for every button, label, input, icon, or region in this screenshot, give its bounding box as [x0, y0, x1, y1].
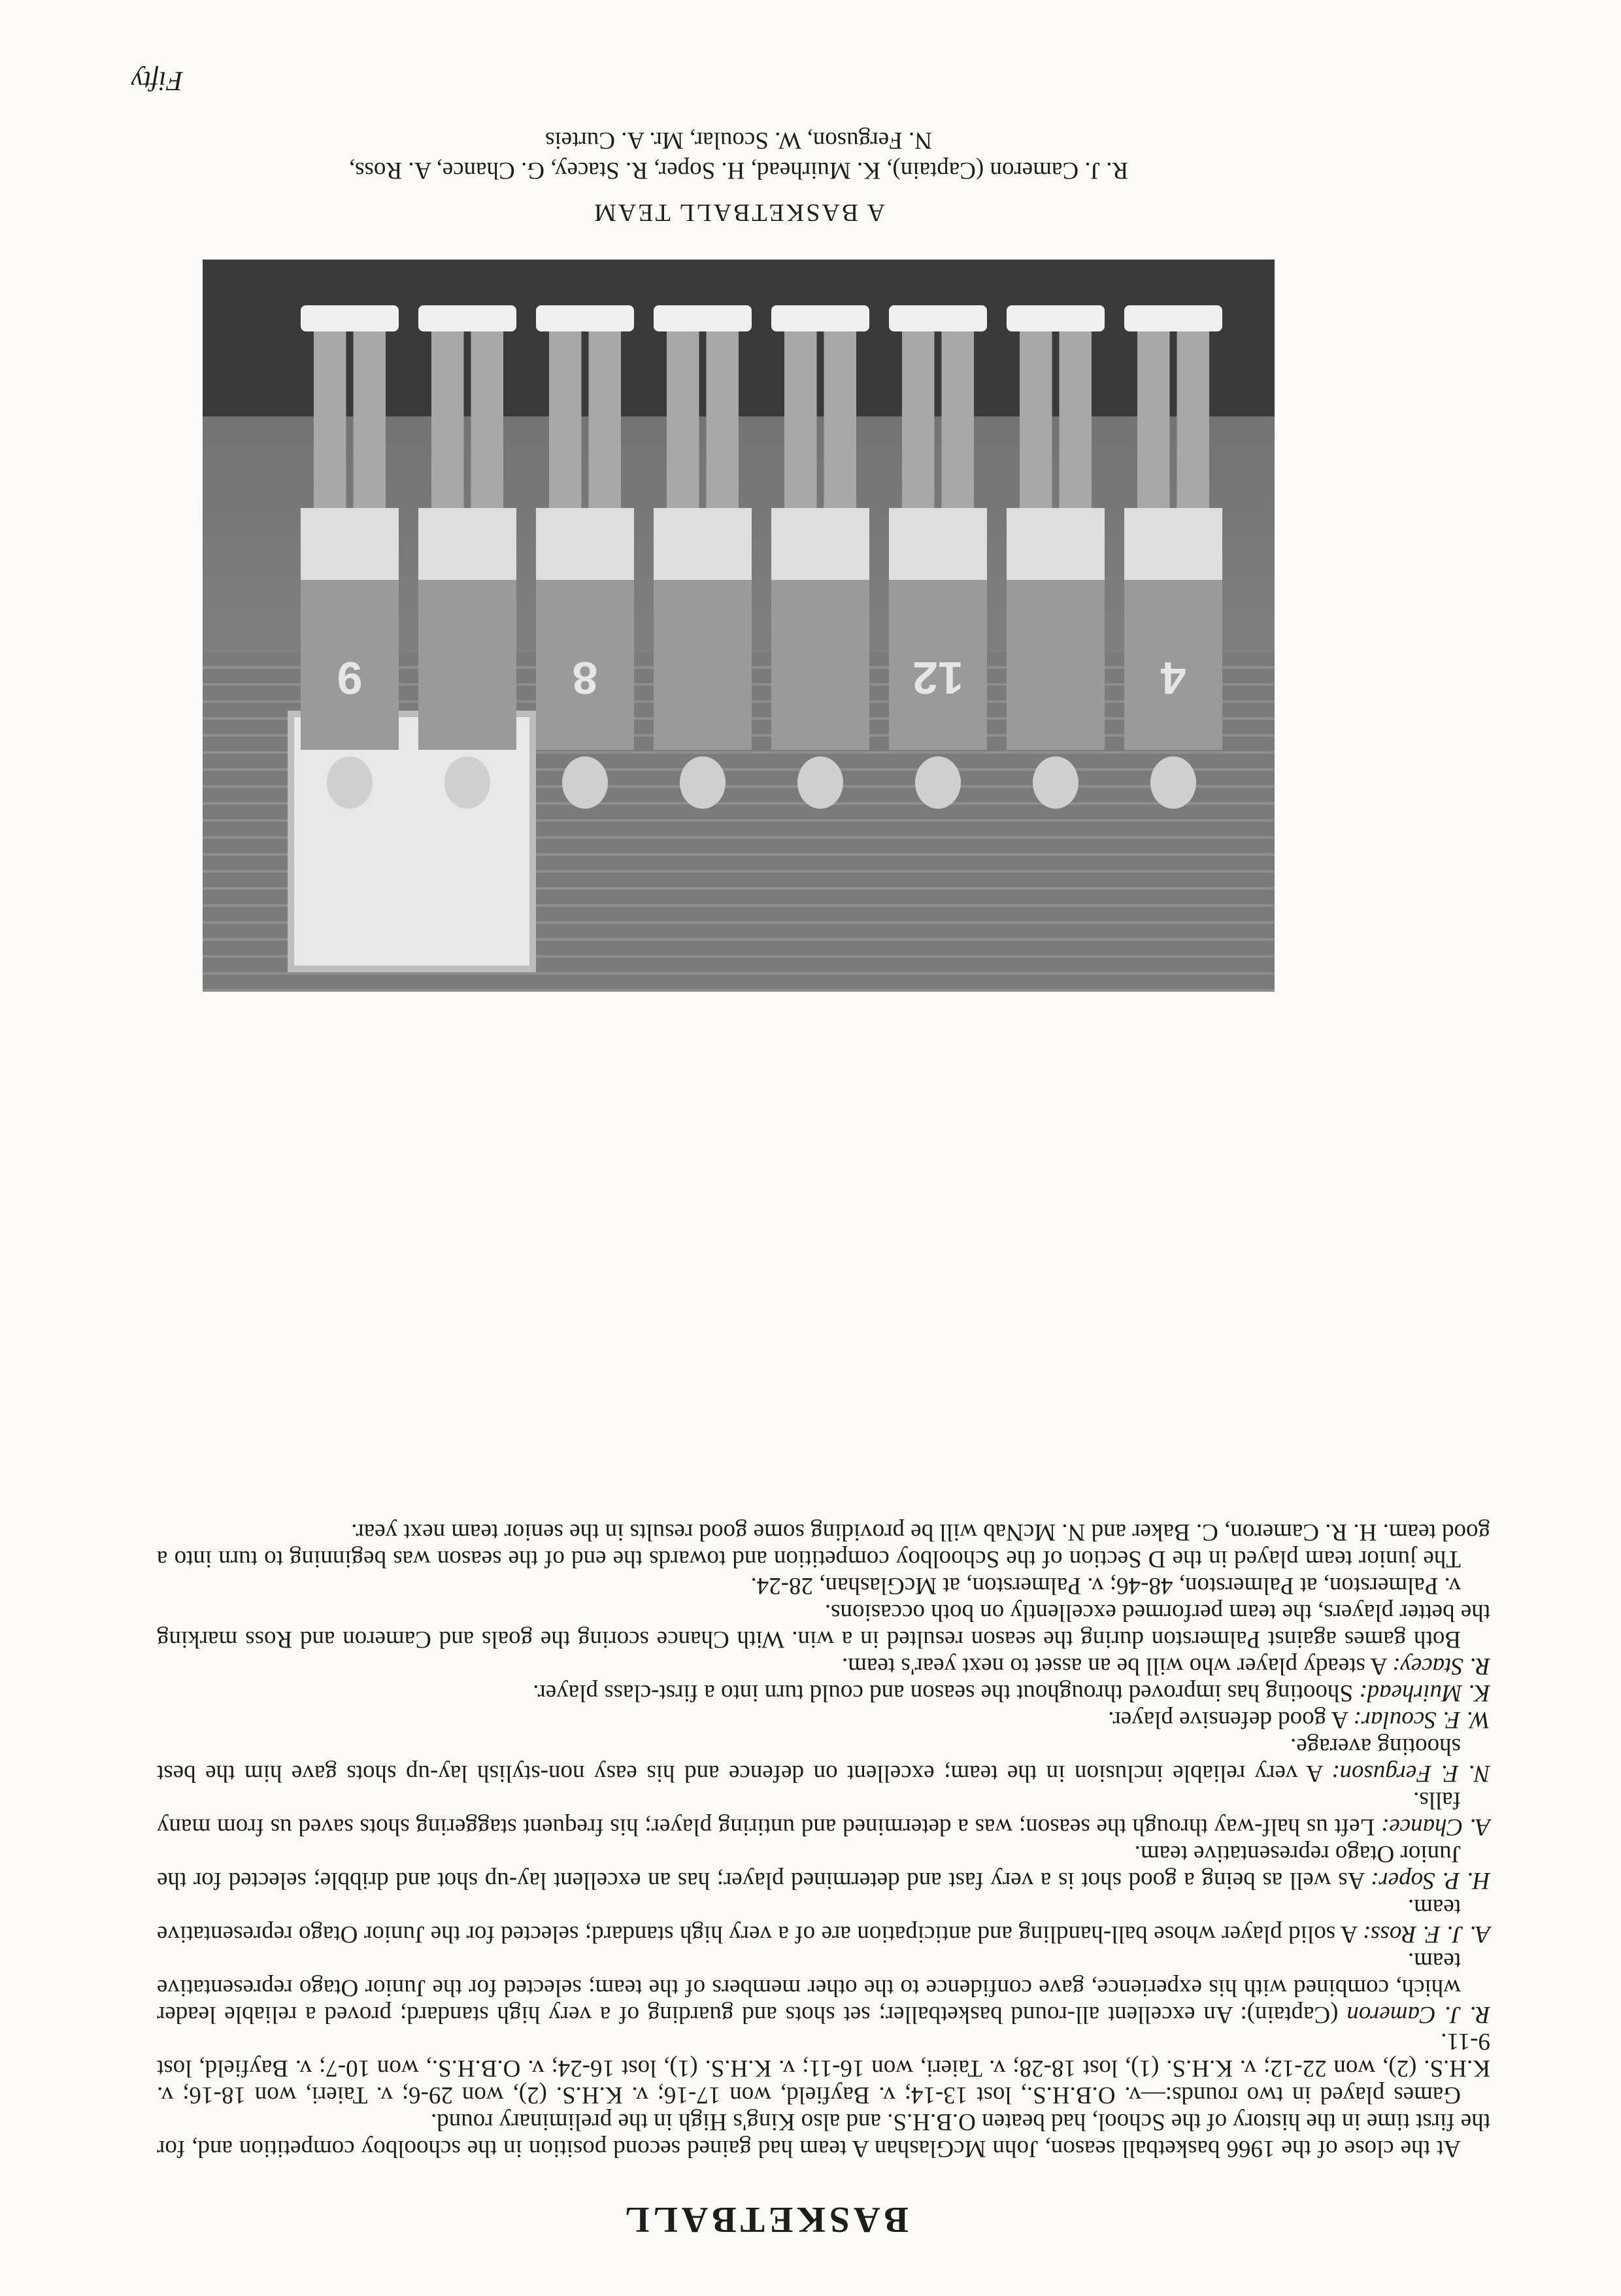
photo-caption-title: A BASKETBALL TEAM — [592, 199, 885, 226]
palmerston-results: v. Palmerston, at Palmerston, 48-46; v. Palmerston, at McGlashan, 28-24. — [750, 1572, 1461, 1599]
player-name: A. Chance: — [1380, 1814, 1490, 1840]
player-note-scoular — [157, 1706, 1490, 1733]
player-note-stacey — [157, 1653, 1490, 1680]
player-note-text: A steady player who will be an asset to next year's team. — [841, 1653, 1393, 1680]
player-note-text: Shooting has improved throughout the season and could turn into a first-class player. — [533, 1680, 1360, 1706]
jersey-number: 9 — [337, 652, 363, 703]
player-name: K. Muirhead: — [1359, 1680, 1490, 1706]
player-name: A. J. F. Ross: — [1362, 1921, 1490, 1948]
player-note-text: A good defensive player. — [1108, 1706, 1354, 1733]
player-figure — [654, 305, 752, 809]
photo-caption-names: R. J. Cameron (Captain), K. Muirhead, H. Soper, R. Stacey, G. Chance, A. Ross, — [348, 157, 1129, 184]
page-number: Fifty — [131, 65, 183, 95]
team-photo — [203, 260, 1275, 992]
player-figure — [889, 305, 987, 809]
player-figure — [301, 305, 399, 809]
player-note-text: A solid player whose ball-handling and anticipation are of a very high standard; selected for the Junior Otago representative team. — [156, 1894, 1461, 1948]
palmerston-paragraph: Both games against Palmerston during the season resulted in a win. With Chance scoring the goals and Cameron and Ross marking the better players, the team performed excellently on both occasions. — [157, 1599, 1490, 1653]
jersey-number: 8 — [572, 652, 598, 703]
photo-caption-names: N. Ferguson, W. Scoular, Mr. A. Curteis — [545, 127, 932, 154]
player-name: R. J. Cameron — [1346, 2001, 1490, 2028]
player-figure — [536, 305, 634, 809]
player-name: N. F. Ferguson: — [1331, 1760, 1490, 1787]
player-name: R. Stacey: — [1392, 1653, 1490, 1680]
jersey-number: 4 — [1160, 652, 1186, 703]
player-figure — [1007, 305, 1105, 809]
player-note-ferguson — [157, 1733, 1490, 1787]
player-note-cameron — [157, 1948, 1490, 2028]
intro-paragraph: At the close of the 1966 basketball season, John McGlashan A team had gained second position in the schoolboy competition and, for the first time in the history of the School, had beaten O.B.H.S. and also King's High in the preliminary round. — [157, 2108, 1490, 2162]
player-figure — [418, 305, 516, 809]
player-note-chance — [157, 1787, 1490, 1840]
player-note-text: A very reliable inclusion in the team; excellent on defence and his easy non-stylish lay-up shots gave him the best shooting average. — [157, 1733, 1461, 1787]
article-body — [157, 1519, 1490, 2162]
games-paragraph: Games played in two rounds:—v. O.B.H.S., lost 13-14; v. Bayfield, won 17-16; v. K.H.S. (2), won 29-6; v. Taieri, won 18-16; v. K.H.S. (2), won 22-12; v. K.H.S. (1), lost 18-28; v. Taieri, won 16-11; v. K.H.S. (1), lost 16-24; v. O.B.H.S., won 10-7; v. Bayfield, lost 9-11. — [157, 2028, 1490, 2108]
page-heading: BASKETBALL — [621, 2199, 909, 2240]
player-figure — [771, 305, 869, 809]
junior-team-paragraph: The junior team played in the D Section of the Schoolboy competition and towards the end of the season was beginning to turn into a good team. H. R. Cameron, C. Baker and N. McNab will be providing some good results in the senior team next year. — [157, 1519, 1490, 1572]
player-note-ross — [157, 1894, 1490, 1948]
player-name: W. F. Scoular: — [1353, 1706, 1490, 1733]
player-note-text: (Captain): An excellent all-round basketballer; set shots and guarding of a very high standard; proved a reliable leader which, combined with his experience, gave confidence to the other members of the team; selected for the Junior Otago representative team. — [157, 1948, 1461, 2028]
player-name: H. P. Soper: — [1370, 1867, 1490, 1894]
player-figure — [1124, 305, 1222, 809]
player-note-soper — [157, 1840, 1490, 1894]
player-note-text: As well as being a good shot is a very fast and determined player; has an excellent lay-up shot and dribble; selected for the Junior Otago representative team. — [157, 1840, 1461, 1894]
jersey-number: 12 — [912, 652, 963, 703]
player-note-text: Left us half-way through the season; was a determined and untiring player; his frequent staggering shots saved us from many falls. — [157, 1787, 1461, 1840]
player-note-muirhead — [157, 1680, 1490, 1706]
